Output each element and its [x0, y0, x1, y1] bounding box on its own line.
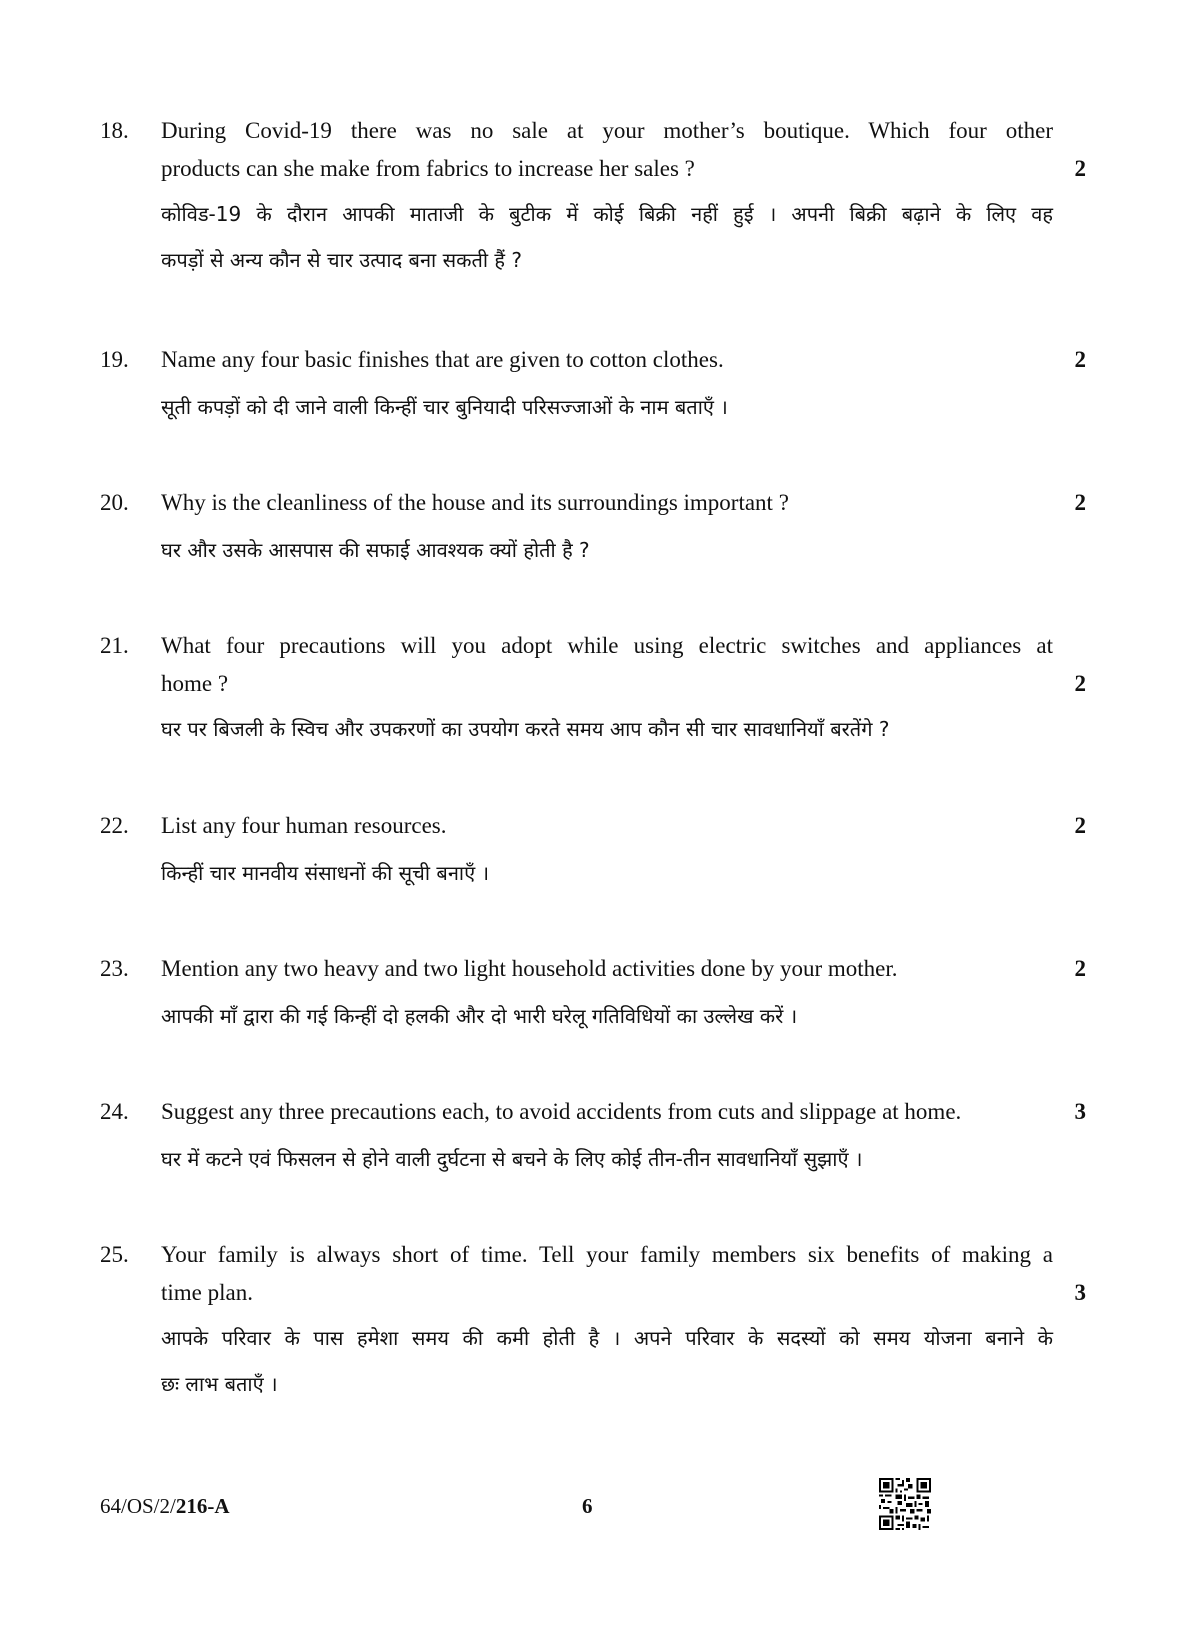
question-text-hi: घर और उसके आसपास की सफाई आवश्यक क्यों होती है ?	[161, 538, 590, 562]
question-number: 23.	[100, 956, 129, 981]
question-text-hi: घर पर बिजली के स्विच और उपकरणों का उपयोग करते समय आप कौन सी चार सावधानियाँ बरतेंगे ?	[161, 717, 890, 741]
marks: 2	[1074, 347, 1086, 372]
question-text-hi: आपकी माँ द्वारा की गई किन्हीं दो हलकी और दो भारी घरेलू गतिविधियों का उल्लेख करें ।	[161, 1004, 798, 1028]
question-text-hi: कपड़ों से अन्य कौन से चार उत्पाद बना सकती हैं ?	[161, 248, 523, 272]
question-text-en: Mention any two heavy and two light household activities done by your mother.	[161, 956, 898, 981]
marks: 3	[1074, 1280, 1086, 1305]
paper-code-bold: 216-A	[175, 1494, 230, 1518]
question-text-en: List any four human resources.	[161, 813, 447, 838]
marks: 2	[1074, 490, 1086, 515]
question-text-hi: आपके परिवार के पास हमेशा समय की कमी होती है । अपने परिवार के सदस्यों को समय योजना बनाने के	[161, 1326, 1053, 1350]
question-text-en: Why is the cleanliness of the house and its surroundings important ?	[161, 490, 789, 515]
question-text-en: What four precautions will you adopt while using electric switches and appliances at	[161, 633, 1053, 658]
marks: 2	[1074, 956, 1086, 981]
question-number: 25.	[100, 1242, 129, 1267]
question-text-hi: छः लाभ बताएँ ।	[161, 1372, 278, 1396]
qr-code-icon	[879, 1478, 931, 1530]
question-number: 20.	[100, 490, 129, 515]
question-text-en: Name any four basic finishes that are given to cotton clothes.	[161, 347, 724, 372]
question-text-hi: सूती कपड़ों को दी जाने वाली किन्हीं चार बुनियादी परिसज्जाओं के नाम बताएँ ।	[161, 395, 728, 419]
question-text-en: During Covid-19 there was no sale at your mother’s boutique. Which four other	[161, 118, 1053, 143]
question-text-en: Suggest any three precautions each, to avoid accidents from cuts and slippage at home.	[161, 1099, 962, 1124]
question-text-en: products can she make from fabrics to increase her sales ?	[161, 156, 695, 181]
question-text-hi: घर में कटने एवं फिसलन से होने वाली दुर्घटना से बचने के लिए कोई तीन-तीन सावधानियाँ सुझाएँ ।	[161, 1147, 863, 1171]
paper-code	[100, 1491, 230, 1521]
question-number: 18.	[100, 118, 129, 143]
question-text-en: Your family is always short of time. Tell your family members six benefits of making a	[161, 1242, 1053, 1267]
paper-code-prefix: 64/OS/2/	[100, 1494, 176, 1518]
question-text-en: time plan.	[161, 1280, 253, 1305]
question-text-hi: कोविड-19 के दौरान आपकी माताजी के बुटीक में कोई बिक्री नहीं हुई । अपनी बिक्री बढ़ाने के लिए वह	[161, 202, 1053, 226]
question-number: 24.	[100, 1099, 129, 1124]
marks: 3	[1074, 1099, 1086, 1124]
question-text-en: home ?	[161, 671, 229, 696]
question-number: 19.	[100, 347, 129, 372]
marks: 2	[1074, 156, 1086, 181]
marks: 2	[1074, 813, 1086, 838]
question-text-hi: किन्हीं चार मानवीय संसाधनों की सूची बनाएँ ।	[161, 861, 490, 885]
question-number: 22.	[100, 813, 129, 838]
question-number: 21.	[100, 633, 129, 658]
page-number: 6	[582, 1494, 593, 1518]
marks: 2	[1074, 671, 1086, 696]
